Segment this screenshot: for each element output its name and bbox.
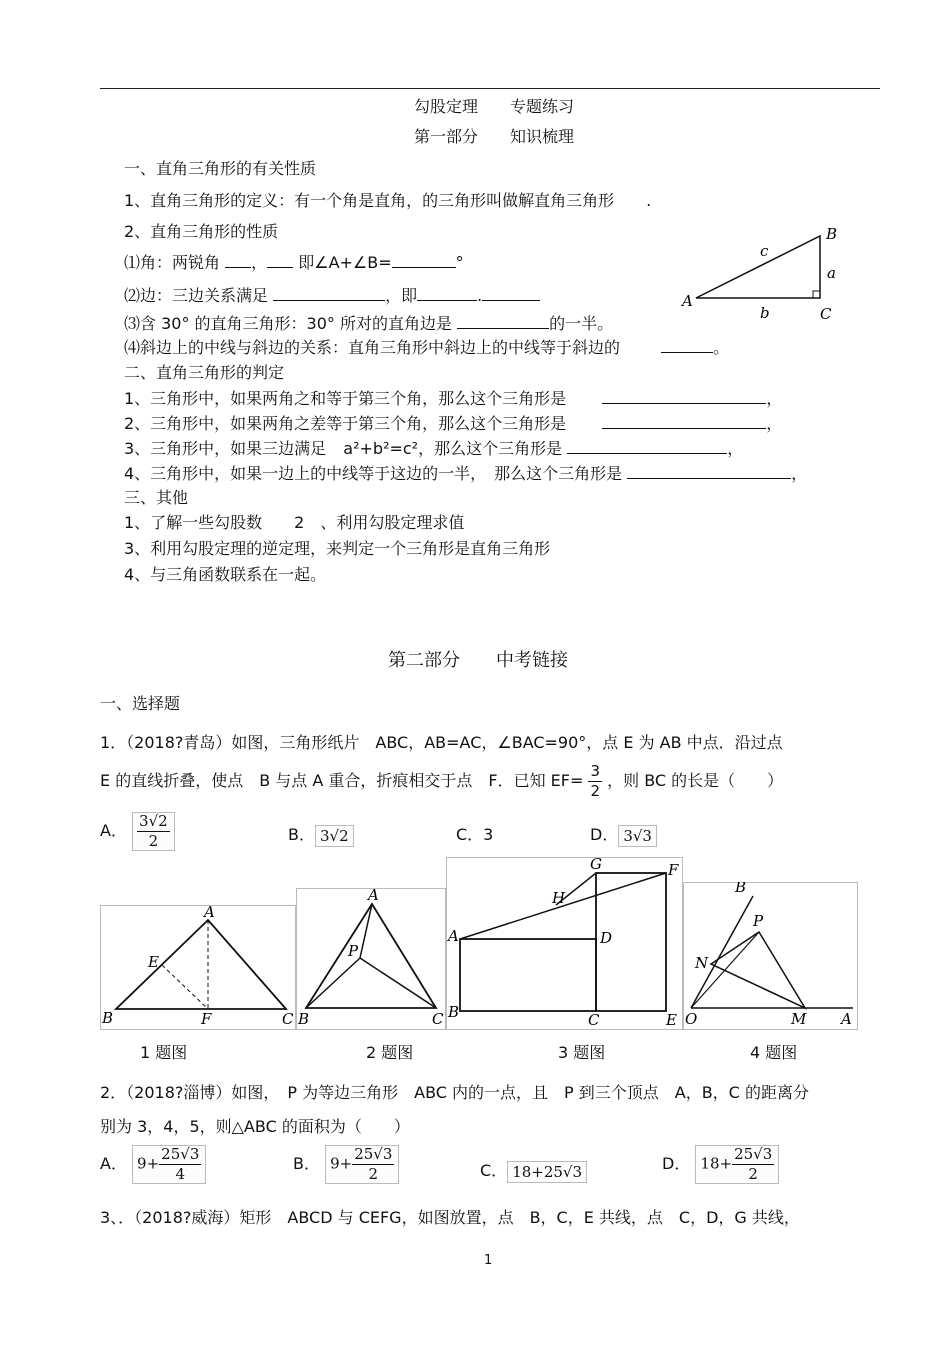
fig4-label-A: A: [841, 1010, 852, 1028]
q1-option-a[interactable]: [100, 812, 175, 851]
judge-4-text: 4、三角形中，如果一边上的中线等于这边的一半， 那么这个三角形是: [124, 464, 623, 483]
right-angle-mark: [813, 291, 820, 298]
median-blank: [661, 338, 713, 353]
label-C: C: [820, 305, 832, 323]
q2-b-pre: 9+: [330, 1154, 353, 1173]
figure-1-caption: 1 题图: [140, 1043, 188, 1062]
q2-line-1: 2．（2018?淄博）如图， P 为等边三角形 ABC 内的一点，且 P 到三个顶点 A，B，C 的距离分: [100, 1083, 809, 1102]
q1-frac-num: 3: [590, 762, 601, 780]
median-line: [124, 335, 729, 358]
figure-2-caption: 2 题图: [366, 1043, 414, 1062]
q1-option-b[interactable]: [288, 822, 354, 847]
q2-option-b-label: B．: [293, 1154, 320, 1173]
doc-title: 勾股定理 专题练习: [414, 97, 575, 116]
figure-3-frame: [447, 858, 683, 1030]
angle-degree: °: [455, 253, 464, 272]
judge-4: [124, 461, 807, 484]
q2-option-a-label: A．: [100, 1154, 127, 1173]
angle-line: [124, 250, 464, 273]
judge-4-comma: ，: [791, 464, 808, 483]
fig1-label-C: C: [282, 1010, 294, 1028]
fig1-triangle: [116, 920, 286, 1009]
angle-blank-3: [392, 253, 456, 268]
thirty-degree-line: [124, 311, 613, 334]
q1-option-d[interactable]: [590, 822, 657, 847]
header-rule: [100, 88, 880, 89]
fig1-label-B: B: [102, 1009, 114, 1027]
fig1-label-F: F: [201, 1010, 212, 1028]
judge-3: [124, 436, 743, 459]
label-b: b: [760, 304, 770, 322]
q2-option-d-box: [695, 1145, 779, 1184]
fig2-label-B: B: [298, 1010, 310, 1028]
side-dot: .: [477, 286, 483, 305]
fig3-label-E: E: [666, 1011, 677, 1029]
q1-option-a-box: [132, 812, 175, 851]
fig3-label-D: D: [600, 929, 613, 947]
other-1: 1、了解一些勾股数 2 、利用勾股定理求值: [124, 513, 465, 532]
fig1-label-A: A: [204, 905, 215, 921]
fig3-rect-ABCD: [460, 939, 596, 1011]
q2-option-b-box: [325, 1145, 399, 1184]
median-text-a: ⑷斜边上的中线与斜边的关系：直角三角形中斜边上的中线等于斜边的: [124, 338, 621, 357]
section1-heading2: 二、直角三角形的判定: [124, 363, 285, 382]
q2-d-den: 2: [748, 1165, 758, 1183]
side-line: [124, 283, 540, 306]
part1-title: 第一部分 知识梳理: [414, 127, 575, 146]
fig4-label-P: P: [753, 912, 764, 930]
figure-4: [683, 882, 858, 1030]
angle-comma: ，: [251, 253, 268, 272]
q2-option-a-box: [132, 1145, 206, 1184]
label-a: a: [827, 264, 836, 282]
fig2-triangle: [306, 904, 436, 1008]
q1-option-d-box: 3√3: [618, 825, 657, 847]
q1-a-den: 2: [148, 832, 159, 850]
properties-heading: 2、直角三角形的性质: [124, 222, 279, 241]
q1-line-2: [100, 764, 783, 799]
angle-blank-2: [267, 253, 293, 268]
definition-line: 1、直角三角形的定义：有一个角是直角，的三角形叫做解直角三角形 .: [124, 191, 652, 210]
judge-1-text: 1、三角形中，如果两角之和等于第三个角，那么这个三角形是: [124, 389, 567, 408]
q2-option-d-label: D．: [662, 1154, 691, 1173]
judge-4-blank: [627, 464, 791, 479]
right-triangle-figure: [680, 222, 850, 326]
label-A: A: [682, 292, 693, 310]
q2-d-num: 25√3: [734, 1145, 773, 1163]
q3-line-1: 3、．（2018?威海）矩形 ABCD 与 CEFG，如图放置，点 B，C，E 共线，点 C，D，G 共线，: [100, 1208, 800, 1227]
q2-option-a[interactable]: [100, 1145, 206, 1184]
fig1-label-E: E: [148, 953, 159, 971]
triangle-shape: [696, 236, 820, 298]
q1-text-b: ，则 BC 的长是（ ）: [607, 771, 784, 790]
section1-heading3: 三、其他: [124, 488, 189, 507]
figure-3-caption: 3 题图: [558, 1043, 606, 1062]
q1-fraction: [588, 764, 602, 799]
fig3-label-G: G: [590, 857, 602, 873]
q1-option-a-label: A．: [100, 821, 127, 840]
judge-1: [124, 386, 782, 409]
q2-option-b[interactable]: [293, 1145, 399, 1184]
judge-3-text-a: 3、三角形中，如果三边满足: [124, 439, 327, 458]
q1-line-1: 1．（2018?青岛）如图，三角形纸片 ABC，AB=AC，∠BAC=90°，点 E 为 AB 中点．沿过点: [100, 733, 783, 752]
thirty-blank: [457, 314, 549, 329]
q2-a-pre: 9+: [137, 1154, 160, 1173]
q2-b-den: 2: [368, 1165, 379, 1183]
figure-1-frame: [101, 906, 296, 1030]
figure-3: [446, 857, 683, 1030]
judge-2-blank: [602, 414, 766, 429]
label-c: c: [760, 242, 769, 260]
other-3: 3、利用勾股定理的逆定理，来判定一个三角形是直角三角形: [124, 539, 551, 558]
q2-option-c[interactable]: [480, 1158, 587, 1183]
q1-a-num: 3√2: [139, 812, 168, 830]
judge-3-comma: ，: [727, 439, 744, 458]
label-B: B: [826, 225, 838, 243]
judge-1-comma: ，: [766, 389, 783, 408]
thirty-text-a: ⑶含 30° 的直角三角形：30° 所对的直角边是: [124, 314, 452, 333]
judge-1-blank: [602, 389, 766, 404]
fig4-ray-OB: [691, 896, 753, 1008]
angle-text-a: ⑴角：两锐角: [124, 253, 221, 272]
judge-2-text: 2、三角形中，如果两角之差等于第三个角，那么这个三角形是: [124, 414, 567, 433]
judge-3-blank: [567, 439, 727, 454]
q1-option-d-label: D．: [590, 825, 619, 844]
judge-2-comma: ，: [766, 414, 783, 433]
fig4-label-N: N: [695, 954, 709, 972]
section1-heading: 一、直角三角形的有关性质: [124, 159, 317, 178]
side-blank-1: [273, 286, 385, 301]
q1-option-c[interactable]: C．3: [456, 825, 494, 844]
side-blank-3: [482, 286, 540, 301]
side-blank-2: [417, 286, 477, 301]
fig4-label-O: O: [685, 1010, 698, 1028]
q2-a-num: 25√3: [161, 1145, 200, 1163]
fig2-label-P: P: [348, 942, 359, 960]
choice-heading: 一、选择题: [100, 694, 181, 713]
figure-2: [296, 888, 446, 1030]
fig4-label-B: B: [735, 882, 747, 896]
q2-b-num: 25√3: [354, 1145, 393, 1163]
side-text-a: ⑵边：三边关系满足: [124, 286, 269, 305]
fig1-dashed-fold: [162, 965, 208, 1009]
figure-1: [100, 905, 296, 1030]
side-text-b: ，即: [385, 286, 418, 305]
judge-2: [124, 411, 782, 434]
fig3-label-C: C: [588, 1011, 600, 1029]
fig3-label-A: A: [448, 927, 459, 945]
q2-option-d[interactable]: [662, 1145, 779, 1184]
part2-title: 第二部分 中考链接: [388, 650, 568, 671]
judge-3-formula: a²+b²=c²: [343, 439, 419, 458]
fig2-label-C: C: [432, 1010, 444, 1028]
fig3-label-H: H: [552, 889, 566, 907]
fig3-label-F: F: [668, 861, 679, 879]
other-4: 4、与三角函数联系在一起。: [124, 565, 327, 584]
q1-option-b-label: B．: [288, 825, 315, 844]
median-text-b: 。: [713, 338, 730, 357]
fig2-label-A: A: [368, 888, 379, 904]
judge-3-text-b: ，那么这个三角形是: [418, 439, 563, 458]
page-number: 1: [484, 1253, 493, 1268]
q2-a-den: 4: [175, 1165, 186, 1183]
fig4-label-M: M: [791, 1010, 807, 1028]
q1-frac-den: 2: [590, 782, 601, 800]
fig3-label-B: B: [448, 1003, 460, 1021]
q2-d-pre: 18+: [700, 1154, 733, 1173]
q2-option-c-label: C．: [480, 1161, 508, 1180]
angle-blank-1: [225, 253, 251, 268]
q2-line-2: 别为 3，4，5，则△ABC 的面积为（ ）: [100, 1117, 410, 1136]
fig2-PC: [360, 958, 436, 1008]
q2-option-c-box: 18+25√3: [507, 1161, 587, 1183]
q1-text-a: E 的直线折叠，使点 B 与点 A 重合，折痕相交于点 F．已知 EF=: [100, 771, 584, 790]
q1-option-b-box: 3√2: [315, 825, 354, 847]
angle-text-b: 即∠A+∠B=: [298, 253, 392, 272]
thirty-text-b: 的一半。: [549, 314, 614, 333]
figure-4-caption: 4 题图: [750, 1043, 798, 1062]
